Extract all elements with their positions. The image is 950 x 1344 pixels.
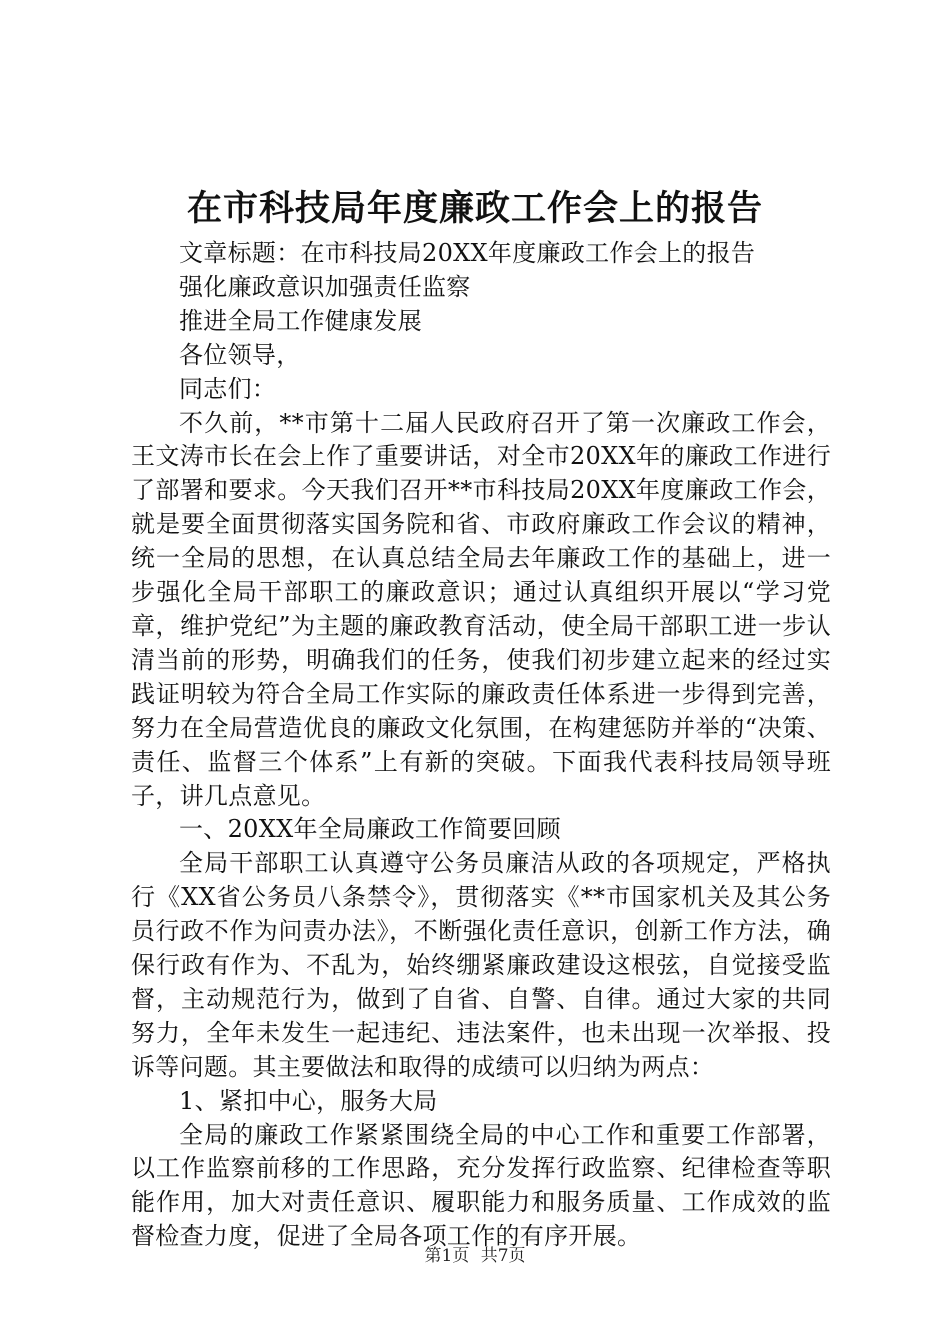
- page-number: 第1页: [424, 1246, 470, 1266]
- paragraph-intro: 不久前，**市第十二届人民政府召开了第一次廉政工作会，王文涛市长在会上作了重要讲话，对全市20XX年的廉政工作进行了部署和要求。今天我们召开**市科技局20XX年度廉政工作会，就是要全面贯彻落实国务院和省、市政府廉政工作会议的精神，统一全局的思想，在认真总结全局去年廉政工作的基础上，进一步强化全局干部职工的廉政意识；通过认真组织开展以“学习党章，维护党纪”为主题的廉政教育活动，使全局干部职工进一步认清当前的形势，明确我们的任务，使我们初步建立起来的经过实践证明较为符合全局工作实际的廉政责任体系进一步得到完善，努力在全局营造优良的廉政文化氛围，在构建惩防并举的“决策、责任、监督三个体系”上有新的突破。下面我代表科技局领导班子，讲几点意见。: [131, 408, 831, 810]
- salutation-leaders: 各位领导，: [179, 340, 301, 369]
- subtitle-line-2: 推进全局工作健康发展: [179, 306, 422, 335]
- section-heading-1: 一、20XX年全局廉政工作简要回顾: [179, 815, 561, 844]
- paragraph-review: 全局干部职工认真遵守公务员廉洁从政的各项规定，严格执行《XX省公务员八条禁令》，贯彻落实《**市国家机关及其公务员行政不作为问责办法》，不断强化责任意识，创新工作方法，确保行政有作为、不乱为，始终绷紧廉政建设这根弦，自觉接受监督，主动规范行为，做到了自省、自警、自律。通过大家的共同努力，全年未发生一起违纪、违法案件，也未出现一次举报、投诉等问题。其主要做法和取得的成绩可以归纳为两点：: [131, 849, 831, 1081]
- paragraph-subsection-1: 全局的廉政工作紧紧围绕全局的中心工作和重要工作部署，以工作监察前移的工作思路，充分发挥行政监察、纪律检查等职能作用，加大对责任意识、履职能力和服务质量、工作成效的监督检查力度，促进了全局各项工作的有序开展。: [131, 1120, 831, 1251]
- document-body: [131, 237, 831, 1254]
- document-title: 在市科技局年度廉政工作会上的报告: [186, 188, 763, 229]
- subtitle-line-1: 强化廉政意识加强责任监察: [179, 272, 471, 301]
- subsection-heading-1: 1、紧扣中心，服务大局: [179, 1086, 438, 1115]
- article-title-line: 文章标题：在市科技局20XX年度廉政工作会上的报告: [179, 239, 756, 267]
- salutation-comrades: 同志们：: [179, 374, 277, 403]
- page-footer: [0, 1244, 950, 1268]
- page-total: 共7页: [480, 1246, 526, 1266]
